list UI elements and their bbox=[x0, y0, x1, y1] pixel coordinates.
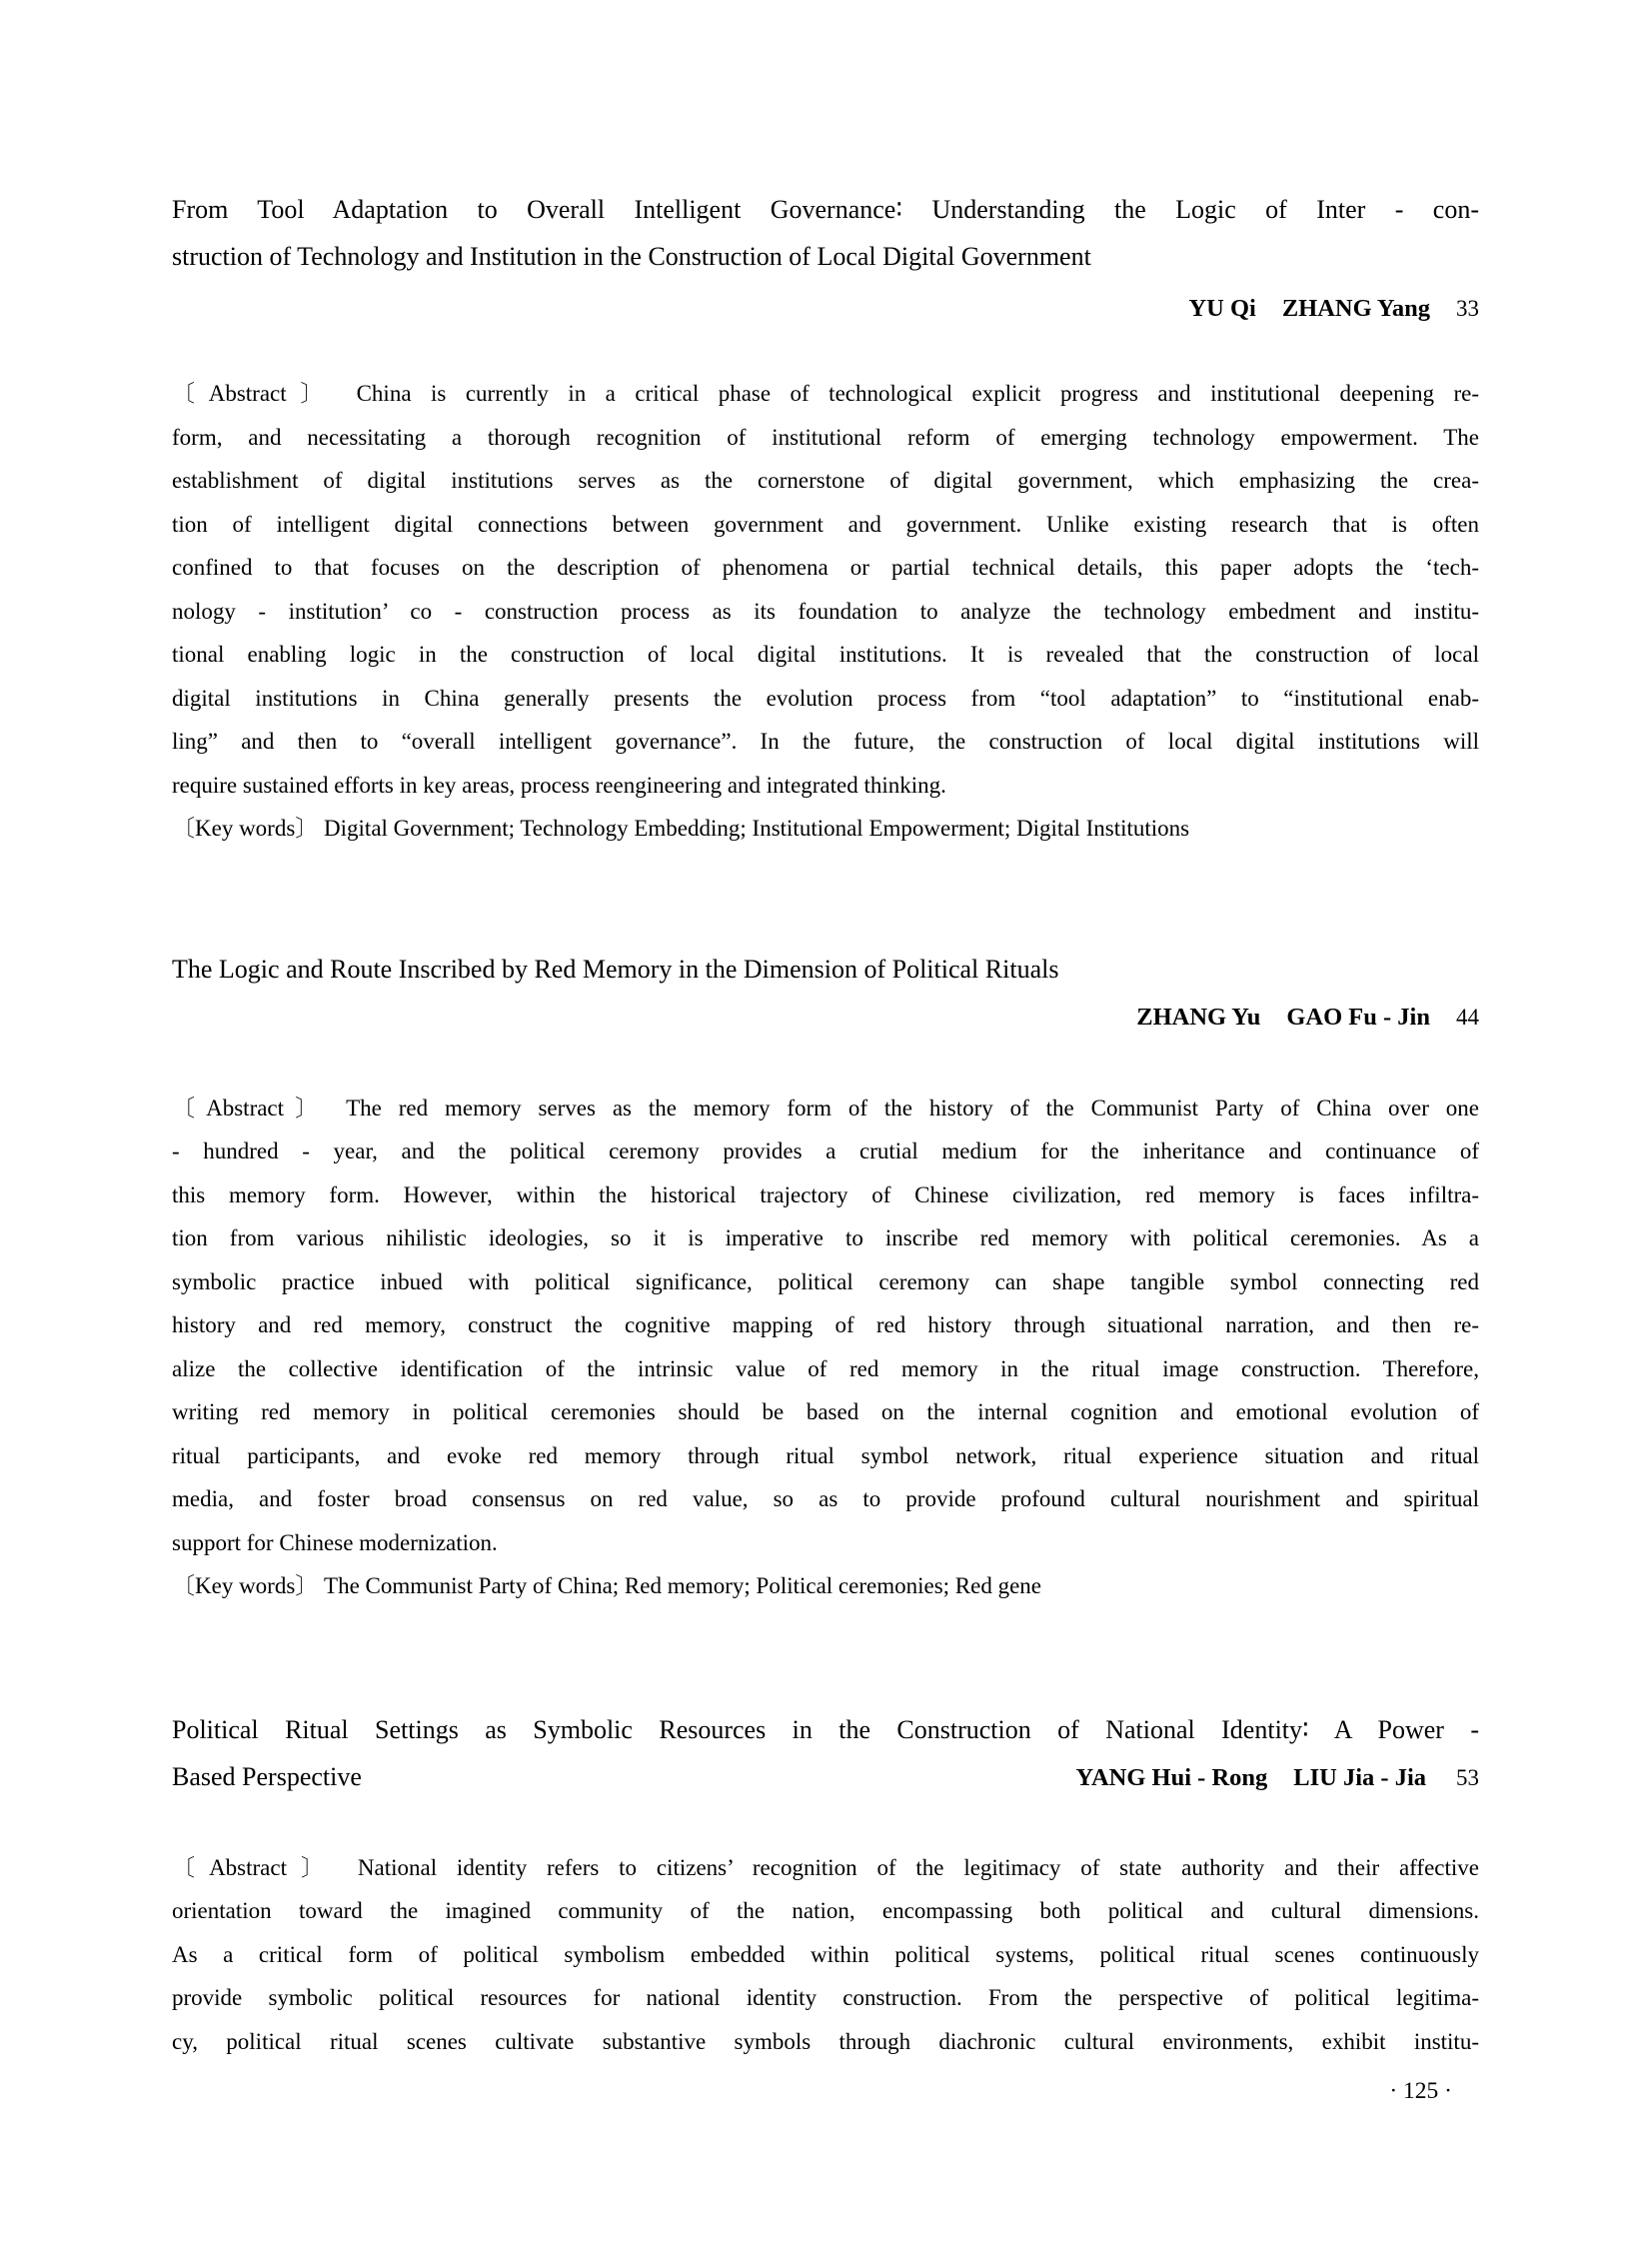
article-title bbox=[172, 1706, 1479, 1753]
article-title-line: From Tool Adaptation to Overall Intelligent Governance∶ Understanding the Logic of Inter - con- bbox=[172, 195, 1479, 224]
author-name: LIU Jia - Jia bbox=[1293, 1763, 1426, 1791]
text-line: cy, political ritual scenes cultivate substantive symbols through diachronic cultural environments, exhibit institu- bbox=[172, 2028, 1479, 2054]
text-line: symbolic practice inbued with political significance, political ceremony can shape tangible symbol connecting red bbox=[172, 1268, 1479, 1294]
article-title-line: The Logic and Route Inscribed by Red Memory in the Dimension of Political Rituals bbox=[172, 954, 1059, 984]
article-abstract bbox=[172, 1087, 1479, 1565]
article-title-authors-row bbox=[172, 1753, 1479, 1800]
text-line: this memory form. However, within the historical trajectory of Chinese civilization, red memory is faces infiltra- bbox=[172, 1181, 1479, 1207]
article-abstract bbox=[172, 1846, 1479, 2064]
text-line: alize the collective identification of the intrinsic value of red memory in the ritual image construction. Therefore, bbox=[172, 1355, 1479, 1381]
text-line: digital institutions in China generally presents the evolution process from “tool adaptation” to “institutional enab- bbox=[172, 685, 1479, 711]
text-line: media, and foster broad consensus on red value, so as to provide profound cultural nourishment and spiritual bbox=[172, 1486, 1479, 1511]
text-line: ling” and then to “overall intelligent governance”. In the future, the construction of local digital institutions will bbox=[172, 729, 1479, 754]
author-name: ZHANG Yang bbox=[1281, 295, 1430, 322]
author-name: YANG Hui - Rong bbox=[1075, 1763, 1268, 1791]
text-line: tion of intelligent digital connections between government and government. Unlike existing research that is often bbox=[172, 511, 1479, 537]
text-line: As a critical form of political symbolism embedded within political systems, political ritual scenes continuously bbox=[172, 1941, 1479, 1967]
text-line: tion from various nihilistic ideologies, so it is imperative to inscribe red memory with political ceremonies. As a bbox=[172, 1225, 1479, 1250]
article-authors bbox=[172, 995, 1479, 1044]
article-page-number: 33 bbox=[1456, 296, 1479, 321]
author-names bbox=[1075, 1763, 1426, 1791]
article-authors bbox=[172, 286, 1479, 335]
text-line: orientation toward the imagined community of the nation, encompassing both political and cultural dimensions. bbox=[172, 1898, 1479, 1923]
text-line: ritual participants, and evoke red memory through ritual symbol network, ritual experience situation and ritual bbox=[172, 1442, 1479, 1468]
article-keywords: 〔Key words〕 The Communist Party of China; Red memory; Political ceremonies; Red gene bbox=[172, 1573, 1042, 1598]
article-keywords: 〔Key words〕 Digital Government; Technology Embedding; Institutional Empowerment; Digital Institutions bbox=[172, 816, 1190, 841]
text-line: nology - institution’ co - construction process as its foundation to analyze the technology embedment and institu- bbox=[172, 598, 1479, 624]
text-line: confined to that focuses on the description of phenomena or partial technical details, this paper adopts the ‘tech- bbox=[172, 555, 1479, 580]
author-name: ZHANG Yu bbox=[1136, 1003, 1261, 1031]
toc-entry-1 bbox=[172, 186, 1479, 851]
author-names bbox=[1136, 995, 1430, 1044]
article-authors bbox=[1076, 1764, 1479, 1792]
article-page-number: 44 bbox=[1456, 1004, 1479, 1030]
article-title bbox=[172, 186, 1479, 280]
text-line: history and red memory, construct the cognitive mapping of red history through situational narration, and then re- bbox=[172, 1312, 1479, 1337]
article-title-line: struction of Technology and Institution in the Construction of Local Digital Government bbox=[172, 242, 1091, 271]
text-line: 〔Abstract〕 The red memory serves as the memory form of the history of the Communist Party of China over one bbox=[172, 1095, 1479, 1121]
text-line: provide symbolic political resources for national identity construction. From the perspective of political legitima- bbox=[172, 1985, 1479, 2010]
author-name: YU Qi bbox=[1188, 295, 1256, 322]
text-line: 〔Abstract〕 China is currently in a critical phase of technological explicit progress and institutional deepening re- bbox=[172, 381, 1479, 406]
article-title-line: Based Perspective bbox=[172, 1761, 362, 1791]
toc-entry-2 bbox=[172, 946, 1479, 1608]
article-abstract bbox=[172, 372, 1479, 807]
author-names bbox=[1188, 286, 1430, 335]
toc-entry-3 bbox=[172, 1706, 1479, 2064]
text-line: require sustained efforts in key areas, process reengineering and integrated thinking. bbox=[172, 772, 946, 798]
article-page-number: 53 bbox=[1456, 1764, 1479, 1790]
text-line: establishment of digital institutions serves as the cornerstone of digital government, which emphasizing the crea- bbox=[172, 468, 1479, 493]
article-title bbox=[172, 946, 1479, 993]
text-line: support for Chinese modernization. bbox=[172, 1529, 498, 1555]
text-line: writing red memory in political ceremonies should be based on the internal cognition and emotional evolution of bbox=[172, 1399, 1479, 1424]
article-title-line: Political Ritual Settings as Symbolic Resources in the Construction of National Identity∶ A Power - bbox=[172, 1714, 1479, 1744]
text-line: form, and necessitating a thorough recognition of institutional reform of emerging technology empowerment. The bbox=[172, 424, 1479, 450]
text-line: 〔Abstract〕 National identity refers to citizens’ recognition of the legitimacy of state authority and their affective bbox=[172, 1854, 1479, 1880]
page-folio: · 125 · bbox=[1389, 2078, 1452, 2104]
text-line: tional enabling logic in the construction of local digital institutions. It is revealed that the construction of local bbox=[172, 642, 1479, 667]
author-name: GAO Fu - Jin bbox=[1286, 1003, 1430, 1031]
text-line: - hundred - year, and the political ceremony provides a crutial medium for the inheritance and continuance of bbox=[172, 1138, 1479, 1163]
